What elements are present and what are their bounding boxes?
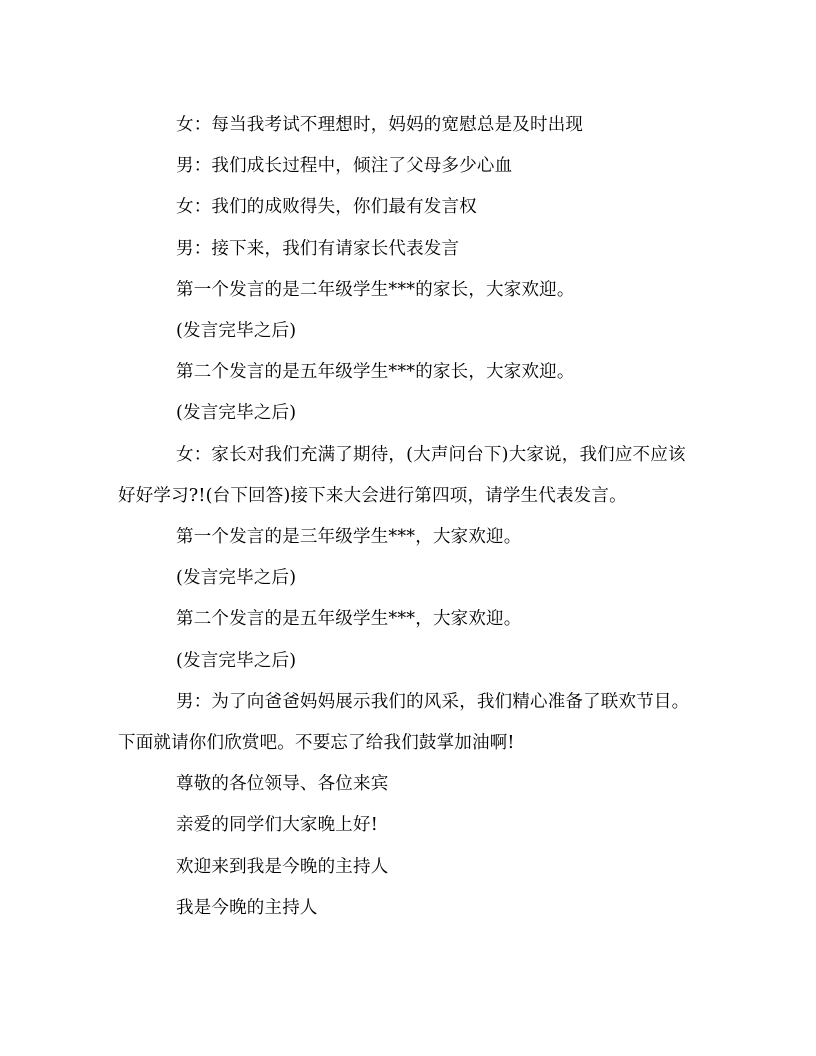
- paragraph: 第一个发言的是二年级学生***的家长，大家欢迎。: [176, 279, 575, 300]
- paragraph: 女：我们的成败得失，你们最有发言权: [176, 197, 477, 218]
- paragraph: 第二个发言的是五年级学生***，大家欢迎。: [176, 609, 522, 630]
- paragraph: 男：为了向爸爸妈妈展示我们的风采，我们精心准备了联欢节目。下面就请你们欣赏吧。不要忘了给我们鼓掌加油啊!: [118, 691, 690, 754]
- paragraph: 第一个发言的是三年级学生***，大家欢迎。: [176, 527, 522, 548]
- paragraph: 男：接下来，我们有请家长代表发言: [176, 238, 460, 259]
- document-body: [118, 105, 700, 929]
- paragraph: 第二个发言的是五年级学生***的家长，大家欢迎。: [176, 362, 575, 383]
- paragraph: 女：每当我考试不理想时，妈妈的宽慰总是及时出现: [176, 115, 584, 135]
- paragraph: 尊敬的各位领导、各位来宾: [176, 774, 389, 795]
- paragraph: 男：我们成长过程中，倾注了父母多少心血: [176, 156, 513, 177]
- paragraph: 亲爱的同学们大家晚上好!: [176, 815, 378, 836]
- paragraph: 欢迎来到我是今晚的主持人: [176, 856, 389, 877]
- paragraph: 我是今晚的主持人: [176, 897, 318, 918]
- paragraph: (发言完毕之后): [176, 403, 297, 424]
- paragraph: (发言完毕之后): [176, 650, 297, 671]
- paragraph: (发言完毕之后): [176, 568, 297, 589]
- paragraph: 女：家长对我们充满了期待，(大声问台下)大家说，我们应不应该好好学习?!(台下回答)接下来大会进行第四项，请学生代表发言。: [118, 444, 686, 506]
- paragraph: (发言完毕之后): [176, 321, 297, 342]
